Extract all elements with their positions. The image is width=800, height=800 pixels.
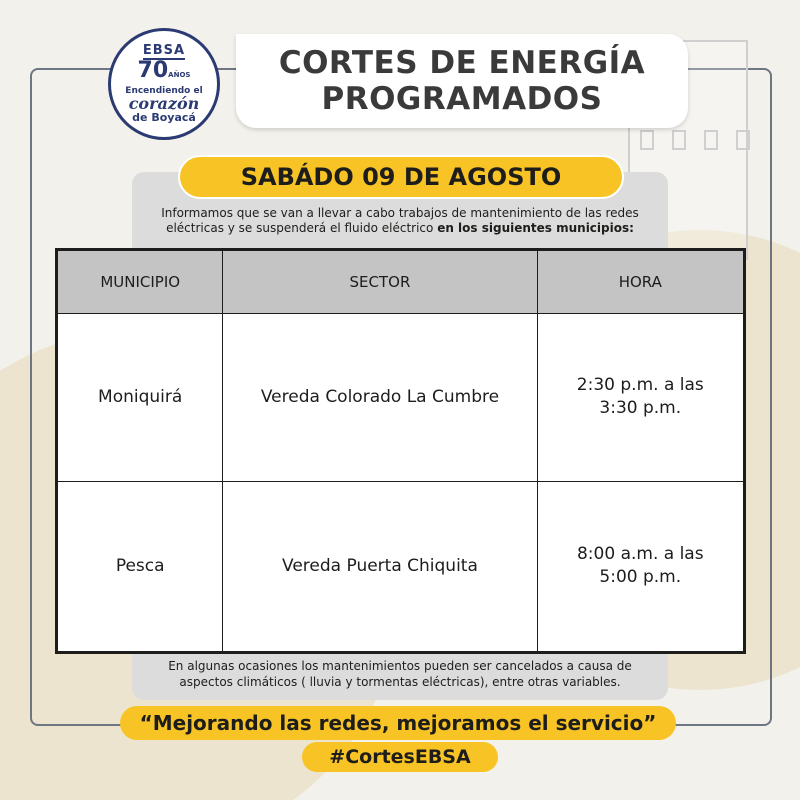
background-window (736, 130, 750, 150)
slogan-banner: “Mejorando las redes, mejoramos el servicio” (120, 706, 676, 740)
title-line-2: PROGRAMADOS (321, 81, 603, 117)
cell-municipio: Pesca (57, 481, 223, 652)
cell-sector: Vereda Puerta Chiquita (223, 481, 537, 652)
title-card (236, 34, 688, 128)
title-line-1: CORTES DE ENERGÍA (278, 45, 646, 81)
cell-sector: Vereda Colorado La Cumbre (223, 314, 537, 482)
logo-tagline-2: corazón (128, 94, 200, 113)
cell-hora-text: 8:00 a.m. a las 5:00 p.m. (576, 544, 704, 588)
cell-municipio: Moniquirá (57, 314, 223, 482)
logo-tagline-3: de Boyacá (132, 111, 196, 124)
logo-tagline-1: Encendiendo el (125, 86, 203, 96)
hashtag-badge: #CortesEBSA (302, 742, 498, 772)
logo-years-number: 70 (137, 58, 169, 83)
cell-hora-text: 2:30 p.m. a las 3:30 p.m. (576, 375, 704, 419)
cell-hora (537, 314, 744, 482)
ebsa-logo (108, 28, 220, 140)
logo-years-suffix: AÑOS (168, 71, 191, 79)
background-window (672, 130, 686, 150)
intro-text-bold: en los siguientes municipios: (437, 221, 634, 235)
cell-hora (537, 481, 744, 652)
header-municipio: MUNICIPIO (57, 250, 223, 314)
table-row (57, 314, 745, 482)
intro-text-regular: Informamos que se van a llevar a cabo trabajos de mantenimiento de las redes eléctricas y se suspenderá el fluido eléctrico (161, 206, 639, 235)
background-window (704, 130, 718, 150)
date-badge: SABÁDO 09 DE AGOSTO (178, 155, 624, 199)
header-sector: SECTOR (223, 250, 537, 314)
table-header-row (57, 250, 745, 314)
logo-years (138, 60, 191, 86)
schedule-table (55, 248, 746, 654)
table-row (57, 481, 745, 652)
header-hora: HORA (537, 250, 744, 314)
intro-text (140, 206, 660, 236)
logo-brand: EBSA (142, 43, 186, 58)
background-window (640, 130, 654, 150)
footer-note: En algunas ocasiones los mantenimientos pueden ser cancelados a causa de aspectos climáticos ( lluvia y tormentas eléctricas), entre otras variables. (168, 659, 632, 689)
